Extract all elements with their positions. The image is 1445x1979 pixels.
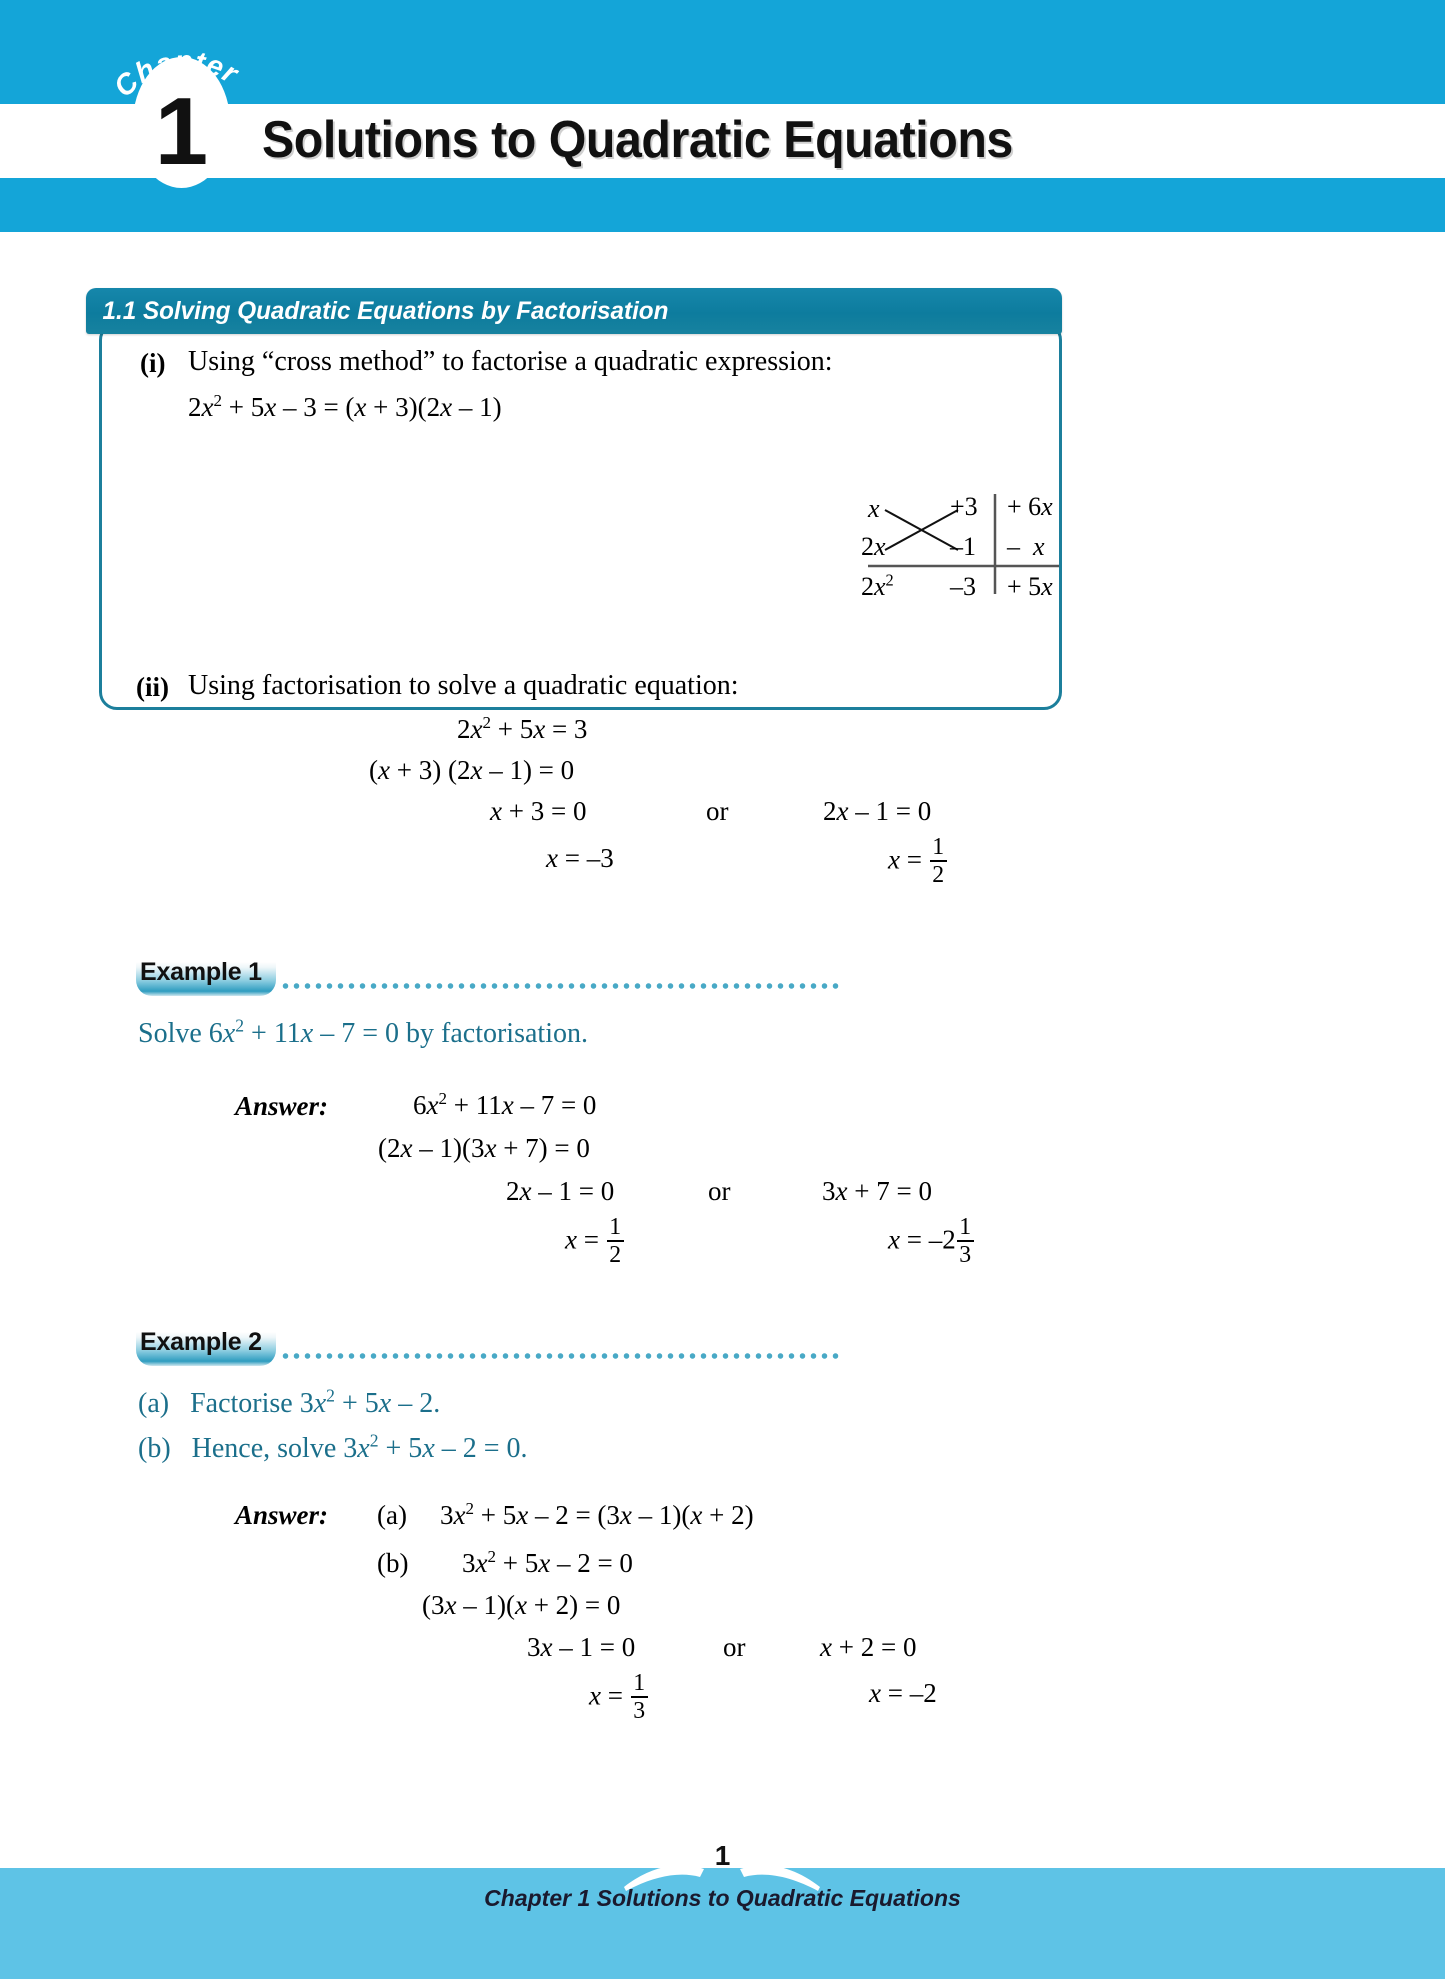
cross-result-right: –3 [950, 572, 976, 601]
example-2-left-root: x = $\frac{1}{3}$ [589, 1672, 649, 1724]
example-2-right-eq: x + 2 = 0 [820, 1632, 917, 1662]
sec-connector: or [706, 796, 729, 826]
example-2-right-root: x = –2 [869, 1678, 937, 1708]
cross-bottom-left: 2x [861, 532, 886, 561]
sec-right-root: x = $\frac{1}{2}$ [888, 836, 948, 888]
example-1-line2: (2x – 1)(3x + 7) = 0 [378, 1133, 590, 1163]
cross-result-product: + 5x [1007, 572, 1053, 601]
fraction-numerator: 1 [633, 1670, 646, 1696]
cross-bottom-product: – x [1007, 532, 1045, 561]
example-2-a-marker: (a) [377, 1500, 407, 1530]
example-2-connector: or [723, 1632, 746, 1662]
chapter-number: 1 [154, 77, 209, 185]
cross-top-right: +3 [950, 492, 978, 521]
example-1-left-eq: 2x – 1 = 0 [506, 1176, 615, 1206]
point-ii-text: Using factorisation to solve a quadratic equation: [188, 670, 739, 701]
example-2-tab-label: Example 2 [140, 1328, 262, 1356]
example-2-answer-label: Answer: [235, 1500, 329, 1530]
example-2-b-line1: $3x^2 + 5x - 2 = 0$ [462, 1547, 633, 1578]
example-2-left-eq: 3x – 1 = 0 [527, 1632, 636, 1662]
example-2-a-line: $3x^2 + 5x - 2 = (3x - 1)(x + 2)$ [440, 1499, 754, 1530]
sec-solution-line2: (x + 3) (2x – 1) = 0 [369, 755, 575, 785]
point-i-marker: (i) [140, 348, 166, 378]
fraction-one-half [607, 1215, 624, 1267]
example-1-left-root: x = $\frac{1}{2}$ [565, 1216, 625, 1268]
example-1-right-eq: 3x + 7 = 0 [822, 1176, 932, 1206]
example-2-b-marker: (b) [377, 1548, 409, 1578]
cross-top-left: x [868, 494, 880, 523]
fraction-denominator: 2 [932, 862, 945, 889]
point-i-equation: $2x^2 + 5x - 3 = (x + 3)(2x - 1)$ [188, 391, 502, 422]
cross-top-product: + 6x [1007, 492, 1053, 521]
sec-left-root: x = –3 [546, 843, 614, 873]
cross-bottom-right: –1 [950, 532, 976, 561]
fraction-numerator: 1 [959, 1214, 972, 1240]
example-2-qa-marker: (a) [138, 1388, 170, 1419]
footer-chapter-text: Chapter 1 Solutions to Quadratic Equations [484, 1885, 961, 1911]
fraction-one-half [930, 835, 947, 887]
example-1-right-root: x = –2 $\frac{1}{3}$ [888, 1216, 975, 1268]
page-title: Solutions to Quadratic Equations [262, 111, 1013, 169]
fraction-one-third [957, 1215, 974, 1267]
sec-left-eq: x + 3 = 0 [490, 796, 587, 826]
example-1-question: Solve $6x^2 + 11x - 7 = 0$ by factorisation. [138, 1015, 588, 1049]
example-1-answer-label: Answer: [235, 1091, 329, 1121]
example-1-tab-label: Example 1 [140, 958, 262, 986]
section-heading-bar [86, 288, 1062, 334]
example-2-b-line2: (3x – 1)(x + 2) = 0 [422, 1590, 621, 1620]
svg-text:Chapter: Chapter [108, 45, 244, 104]
fraction-denominator: 2 [609, 1242, 622, 1269]
example-1-connector: or [708, 1176, 731, 1206]
section-heading-label: 1.1 Solving Quadratic Equations by Factorisation [102, 296, 669, 325]
example-2-qb-marker: (b) [138, 1433, 171, 1464]
fraction-numerator: 1 [932, 834, 945, 860]
sec-solution-line1: $2x^2 + 5x = 3$ [457, 713, 588, 744]
point-ii-marker: (ii) [136, 672, 169, 702]
footer-page-number: 1 [714, 1840, 731, 1871]
example-2-question-a: (a) Factorise $3x^2 + 5x - 2$. [138, 1385, 441, 1419]
point-i-text: Using “cross method” to factorise a quadratic expression: [188, 346, 833, 377]
example-1-line1: $6x^2 + 11x - 7 = 0$ [413, 1089, 597, 1120]
fraction-denominator: 3 [633, 1698, 646, 1725]
fraction-numerator: 1 [609, 1214, 622, 1240]
cross-result-left: $2x^2$ [861, 570, 894, 601]
example-2-question-b: (b) Hence, solve $3x^2 + 5x - 2 = 0$. [138, 1430, 528, 1464]
fraction-denominator: 3 [959, 1242, 972, 1269]
sec-right-eq: 2x – 1 = 0 [823, 796, 932, 826]
section-content-box [99, 322, 1062, 710]
example-2-dotted-rule [280, 1352, 840, 1360]
example-1-dotted-rule [280, 982, 840, 990]
fraction-one-third [631, 1671, 648, 1723]
section-1-1 [86, 288, 1062, 334]
